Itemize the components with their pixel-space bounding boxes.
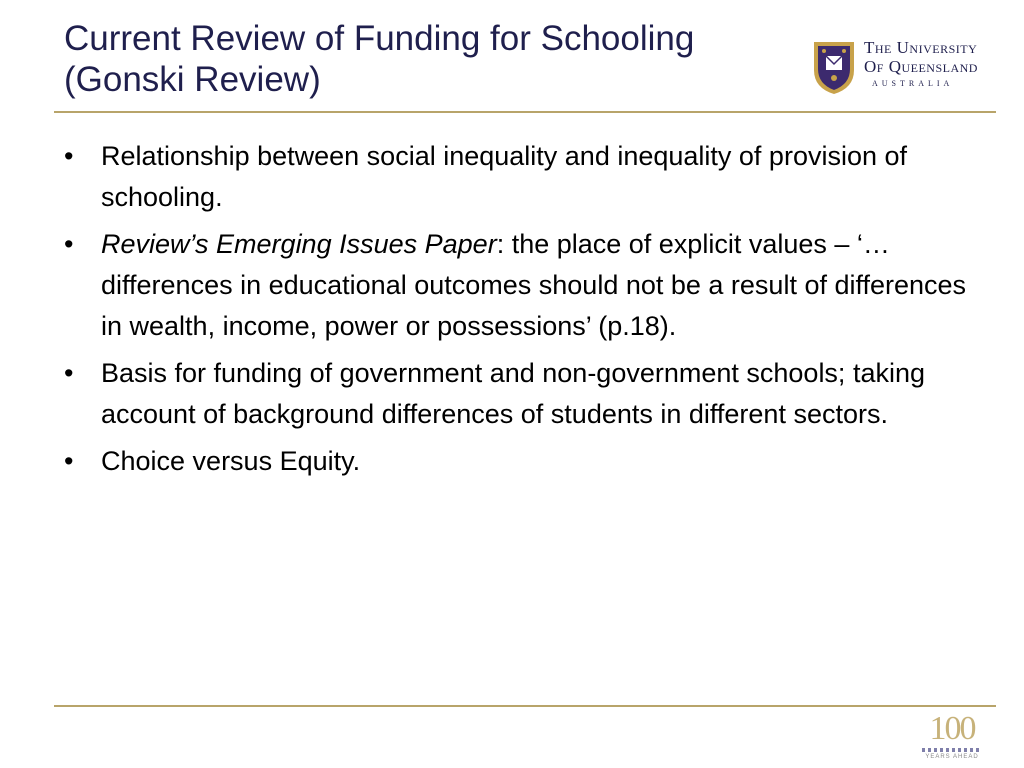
bullet-text: Choice versus Equity. — [101, 446, 361, 476]
top-divider — [54, 111, 996, 113]
university-name-line-2: Of Queensland — [864, 57, 978, 76]
bullet-italic-title: Review’s Emerging Issues Paper — [101, 229, 497, 259]
bullet-text: Basis for funding of government and non-government schools; taking account of background differences of students in different sectors. — [101, 358, 925, 429]
bottom-divider — [54, 705, 996, 707]
university-name-line-1: The University — [864, 38, 978, 57]
bullet-marker: • — [64, 229, 74, 259]
centenary-number: 100 — [929, 710, 975, 747]
bullet-marker: • — [64, 358, 74, 388]
centenary-tagline: YEARS AHEAD — [925, 754, 979, 760]
bullet-item — [64, 136, 984, 218]
bullet-text: : the place of explicit values – ‘…differences in educational outcomes should not be a result of differences in wealth, income, power or possessions’ (p.18). — [101, 229, 967, 341]
university-country: AUSTRALIA — [872, 79, 954, 88]
slide-title-line-2: (Gonski Review) — [64, 60, 321, 99]
bullet-text: Relationship between social inequality and inequality of provision of schooling. — [101, 141, 908, 212]
bullet-item — [64, 224, 984, 347]
centenary-logo — [916, 712, 988, 762]
university-crest-icon — [812, 40, 856, 96]
bullet-list — [64, 136, 984, 488]
bullet-item — [64, 441, 984, 482]
university-logo — [808, 34, 1008, 104]
bullet-marker: • — [64, 446, 74, 476]
university-wordmark — [864, 38, 978, 88]
slide-title — [64, 18, 804, 100]
slide-title-line-1: Current Review of Funding for Schooling — [64, 19, 695, 58]
centenary-dots-decoration — [922, 748, 982, 752]
bullet-item — [64, 353, 984, 435]
bullet-marker: • — [64, 141, 74, 171]
